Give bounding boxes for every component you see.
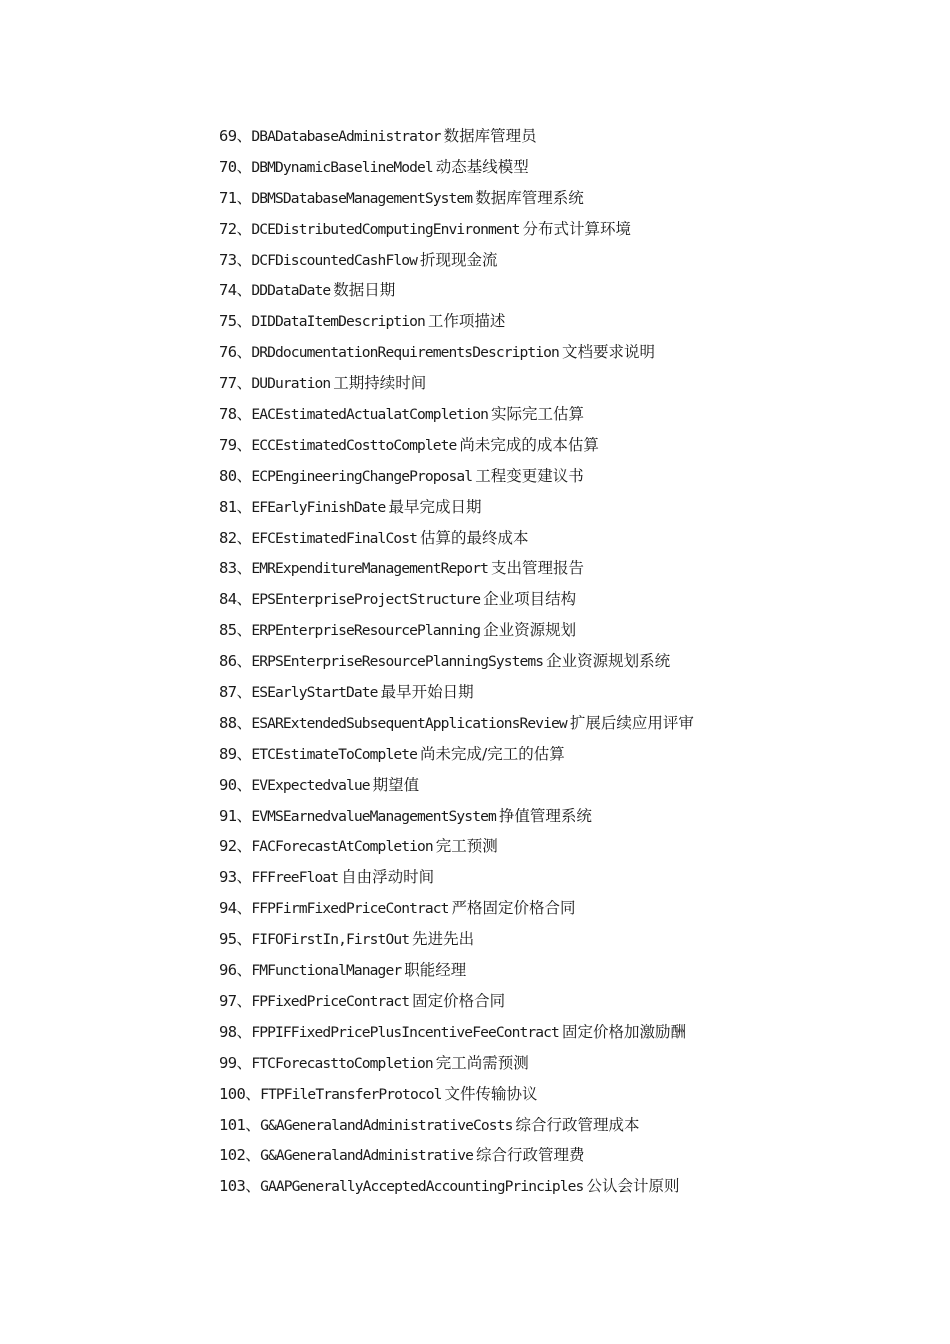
entry-term: DUDuration bbox=[251, 375, 331, 393]
entry-term: DDDataDate bbox=[251, 282, 331, 300]
entry-term: EVMSEarnedvalueManagementSystem bbox=[251, 807, 496, 825]
entry-translation: 企业资源规划 bbox=[483, 621, 577, 640]
entry-term: EMRExpenditureManagementReport bbox=[251, 560, 488, 578]
entry-term: FTCForecasttoCompletion bbox=[251, 1054, 433, 1072]
glossary-entry bbox=[219, 1048, 919, 1079]
glossary-entry bbox=[219, 523, 919, 554]
entry-term: ECCEstimatedCosttoComplete bbox=[251, 436, 457, 454]
entry-number: 70、 bbox=[219, 157, 252, 176]
entry-term: G&AGeneralandAdministrativeCosts bbox=[260, 1116, 513, 1134]
entry-number: 90、 bbox=[219, 775, 252, 794]
entry-translation: 折现现金流 bbox=[420, 250, 498, 269]
entry-number: 88、 bbox=[219, 713, 252, 732]
entry-translation: 严格固定价格合同 bbox=[451, 899, 576, 918]
entry-translation: 工作项描述 bbox=[427, 312, 506, 331]
glossary-entry bbox=[219, 646, 919, 677]
entry-translation: 扩展后续应用评审 bbox=[569, 713, 694, 732]
entry-translation: 文件传输协议 bbox=[444, 1084, 538, 1103]
entry-term: GAAPGenerallyAcceptedAccountingPrinciples bbox=[260, 1178, 584, 1196]
entry-number: 85、 bbox=[219, 621, 252, 640]
entry-term: FFFreeFloat bbox=[251, 869, 339, 887]
glossary-entry bbox=[219, 615, 919, 646]
entry-number: 75、 bbox=[219, 312, 252, 331]
entry-number: 82、 bbox=[219, 528, 252, 547]
entry-translation: 数据日期 bbox=[333, 281, 396, 300]
entry-number: 76、 bbox=[219, 343, 252, 362]
glossary-entry bbox=[219, 275, 919, 306]
entry-translation: 动态基线模型 bbox=[435, 157, 529, 176]
entry-translation: 实际完工估算 bbox=[490, 405, 584, 424]
entry-translation: 期望值 bbox=[372, 775, 420, 794]
entry-number: 72、 bbox=[219, 219, 252, 238]
entry-number: 98、 bbox=[219, 1022, 252, 1041]
entry-number: 71、 bbox=[219, 188, 252, 207]
entry-term: FIFOFirstIn,FirstOut bbox=[251, 931, 410, 949]
entry-term: FACForecastAtCompletion bbox=[251, 838, 433, 856]
glossary-entry bbox=[219, 553, 919, 584]
glossary-entry bbox=[219, 1140, 919, 1171]
entry-number: 97、 bbox=[219, 991, 252, 1010]
entry-number: 96、 bbox=[219, 961, 252, 980]
entry-number: 86、 bbox=[219, 652, 252, 671]
entry-term: ESARExtendedSubsequentApplicationsReview bbox=[251, 714, 567, 732]
entry-term: G&AGeneralandAdministrative bbox=[260, 1147, 474, 1165]
entry-term: DCFDiscountedCashFlow bbox=[251, 251, 417, 269]
entry-number: 94、 bbox=[219, 899, 252, 918]
glossary-entry bbox=[219, 955, 919, 986]
glossary-entry bbox=[219, 862, 919, 893]
entry-number: 84、 bbox=[219, 590, 252, 609]
entry-term: ETCEstimateToComplete bbox=[251, 745, 417, 763]
entry-term: EFCEstimatedFinalCost bbox=[251, 529, 417, 547]
entry-number: 99、 bbox=[219, 1053, 252, 1072]
entry-translation: 文档要求说明 bbox=[561, 343, 655, 362]
entry-translation: 最早完成日期 bbox=[388, 497, 482, 516]
glossary-entry bbox=[219, 399, 919, 430]
entry-term: DCEDistributedComputingEnvironment bbox=[251, 220, 520, 238]
entry-term: EPSEnterpriseProjectStructure bbox=[251, 591, 481, 609]
entry-translation: 自由浮动时间 bbox=[341, 868, 435, 887]
entry-number: 91、 bbox=[219, 806, 252, 825]
glossary-entry bbox=[219, 893, 919, 924]
entry-translation: 分布式计算环境 bbox=[522, 219, 632, 238]
glossary-entry bbox=[219, 245, 919, 276]
glossary-entry bbox=[219, 708, 919, 739]
entry-translation: 工程变更建议书 bbox=[475, 466, 584, 485]
entry-term: FTPFileTransferProtocol bbox=[260, 1085, 442, 1103]
entry-number: 101、 bbox=[219, 1115, 261, 1134]
glossary-entry bbox=[219, 1079, 919, 1110]
entry-translation: 完工预测 bbox=[435, 837, 498, 856]
entry-number: 83、 bbox=[219, 559, 252, 578]
entry-translation: 职能经理 bbox=[404, 961, 467, 980]
entry-number: 95、 bbox=[219, 930, 252, 949]
glossary-entry bbox=[219, 584, 919, 615]
entry-translation: 估算的最终成本 bbox=[420, 528, 529, 547]
entry-term: DBADatabaseAdministrator bbox=[251, 128, 441, 145]
entry-term: FFPFirmFixedPriceContract bbox=[251, 900, 449, 918]
glossary-entry bbox=[219, 986, 919, 1017]
entry-translation: 企业项目结构 bbox=[483, 590, 577, 609]
entry-translation: 综合行政管理费 bbox=[476, 1146, 585, 1165]
glossary-entry bbox=[219, 183, 919, 214]
glossary-entry bbox=[219, 831, 919, 862]
entry-translation: 支出管理报告 bbox=[490, 559, 584, 578]
glossary-entry bbox=[219, 368, 919, 399]
entry-number: 73、 bbox=[219, 250, 252, 269]
entry-translation: 最早开始日期 bbox=[380, 683, 474, 702]
entry-translation: 工期持续时间 bbox=[333, 374, 427, 393]
entry-translation: 综合行政管理成本 bbox=[515, 1115, 640, 1134]
entry-number: 93、 bbox=[219, 868, 252, 887]
entry-term: EFEarlyFinishDate bbox=[251, 498, 386, 516]
entry-number: 100、 bbox=[219, 1084, 261, 1103]
glossary-entry bbox=[219, 492, 919, 523]
entry-term: DBMDynamicBaselineModel bbox=[251, 158, 433, 176]
glossary-entry bbox=[219, 306, 919, 337]
glossary-entry bbox=[219, 1110, 919, 1141]
entry-term: FPPIFFixedPricePlusIncentiveFeeContract bbox=[251, 1023, 559, 1041]
entry-term: ECPEngineeringChangeProposal bbox=[251, 467, 473, 485]
glossary-entry bbox=[219, 677, 919, 708]
entry-translation: 公认会计原则 bbox=[586, 1177, 680, 1196]
entry-translation: 尚未完成/完工的估算 bbox=[420, 744, 565, 763]
entry-term: EACEstimatedActualatCompletion bbox=[251, 406, 488, 424]
entry-translation: 企业资源规划系统 bbox=[546, 652, 671, 671]
entry-number: 92、 bbox=[219, 837, 252, 856]
glossary-entry bbox=[219, 461, 919, 492]
entry-translation: 尚未完成的成本估算 bbox=[459, 435, 599, 454]
entry-term: DIDDataItemDescription bbox=[251, 313, 425, 331]
entry-number: 103、 bbox=[219, 1177, 261, 1196]
entry-term: DRDdocumentationRequirementsDescription bbox=[251, 344, 559, 362]
glossary-entry bbox=[219, 924, 919, 955]
entry-term: FPFixedPriceContract bbox=[251, 992, 410, 1010]
entry-translation: 挣值管理系统 bbox=[498, 806, 592, 825]
glossary-entry bbox=[219, 430, 919, 461]
glossary-entry bbox=[219, 152, 919, 183]
glossary-entry bbox=[219, 1017, 919, 1048]
entry-translation: 数据库管理系统 bbox=[475, 188, 584, 207]
entry-term: EVExpectedvalue bbox=[251, 776, 370, 794]
entry-number: 80、 bbox=[219, 466, 252, 485]
entry-term: ERPSEnterpriseResourcePlanningSystems bbox=[251, 653, 544, 671]
entry-number: 87、 bbox=[219, 683, 252, 702]
entry-number: 81、 bbox=[219, 497, 252, 516]
glossary-entry bbox=[219, 739, 919, 770]
entry-term: ERPEnterpriseResourcePlanning bbox=[251, 622, 481, 640]
entry-number: 69、 bbox=[219, 127, 252, 145]
glossary-entry bbox=[219, 1171, 919, 1202]
entry-translation: 固定价格合同 bbox=[412, 991, 506, 1010]
entry-term: ESEarlyStartDate bbox=[251, 684, 378, 702]
entry-translation: 先进先出 bbox=[412, 930, 475, 949]
glossary-entry bbox=[219, 801, 919, 832]
entry-translation: 固定价格加激励酬 bbox=[561, 1022, 686, 1041]
entry-translation: 数据库管理员 bbox=[443, 127, 537, 145]
entry-number: 74、 bbox=[219, 281, 252, 300]
entry-number: 89、 bbox=[219, 744, 252, 763]
entry-translation: 完工尚需预测 bbox=[435, 1053, 529, 1072]
glossary-list bbox=[219, 121, 919, 1202]
glossary-entry bbox=[219, 121, 919, 152]
entry-number: 79、 bbox=[219, 435, 252, 454]
glossary-entry bbox=[219, 337, 919, 368]
entry-term: DBMSDatabaseManagementSystem bbox=[251, 189, 473, 207]
entry-number: 78、 bbox=[219, 405, 252, 424]
entry-term: FMFunctionalManager bbox=[251, 962, 402, 980]
entry-number: 102、 bbox=[219, 1146, 261, 1165]
entry-number: 77、 bbox=[219, 374, 252, 393]
glossary-entry bbox=[219, 214, 919, 245]
glossary-entry bbox=[219, 770, 919, 801]
